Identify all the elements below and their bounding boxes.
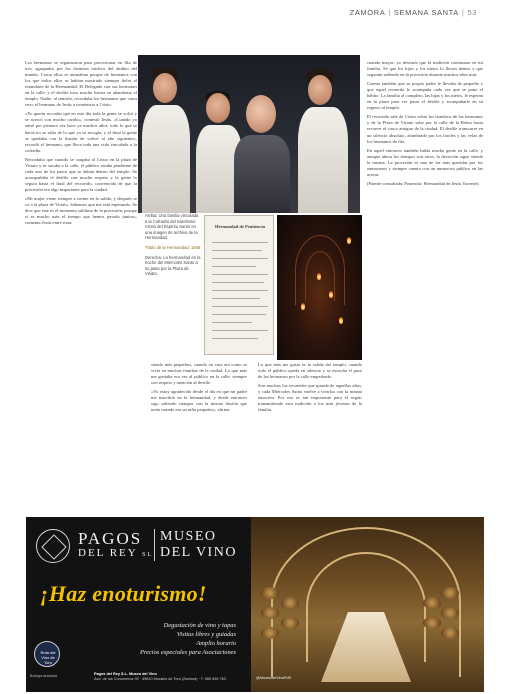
feature-item: Amplio horario <box>196 640 236 647</box>
ad-features <box>66 621 236 657</box>
paragraph: Lo que más me gusta es la salida del templo, cuando todo el público queda en silencio y se escucha el paso de los hermanos por la calle empedrada. <box>258 362 362 380</box>
church-night-photo <box>277 215 362 360</box>
wine-museum-advertisement[interactable] <box>26 517 484 692</box>
paragraph: En aquel entonces también había mucha gente en la calle, y aunque ahora los tiempos son otros, la devoción sigue siendo la misma. La procesión es una de las más queridas por los zamoranos y siempre cuenta con un numeroso público en las aceras. <box>367 147 483 177</box>
candle-flame <box>339 317 343 324</box>
feature-item: Precios especiales para Asociaciones <box>139 649 236 656</box>
paragraph: «Yo estoy agradecido desde el día en que mi padre me inscribió en la hermandad, y desde entonces sigo saliendo siempre con la misma ilusión que tenía cuando era un niño pequeño», afirma. <box>151 389 247 413</box>
feature-item: Visitas libres y guiadas <box>176 631 236 638</box>
paragraph: siendo más pequeños, cuando en casa era como se vivía en muchas familias de la ciudad. Lo que más me gustaba era ver al público en la calle, siempre con respeto y atención al desfile. <box>151 362 247 386</box>
article-column-3 <box>258 362 362 512</box>
person-face <box>206 93 230 123</box>
paragraph: El recorrido sale de Cristo sobre los hombros de los hermanos y de la Plaza de Viriato sube por la calle de la Reina hasta recorrer el casco antiguo de la ciudad. El desfile transcurre en un silencio absoluto, alumbrado por los faroles y las velas de los hermanos de fila. <box>367 114 483 144</box>
brand-logo-icon <box>36 529 70 563</box>
article-column-2 <box>151 362 247 512</box>
contact-name: Pagos del Rey S.L. Museo del Vino <box>94 672 157 676</box>
wine-route-badge-icon: Ruta del Vino de Toro <box>34 641 60 667</box>
brand-divider <box>154 529 155 561</box>
document-title: Hermandad de Penitencia <box>215 224 265 229</box>
ad-slogan: ¡Haz enoturismo! <box>40 581 207 606</box>
route-subtitle: Bodega asociada <box>30 674 58 678</box>
paragraph: «Mi mujer viene siempre a verme en la salida, y después se va a la plaza de Viriato. Sabemos que me está esperando. Se dice que este es el momento sublime de la procesión, porque si es mucho más el tiempo que hemos pasado juntos», comenta Jesús entre risas. <box>25 195 137 226</box>
paragraph: cuando mayor, yo desearía que la tradición continuase en mi familia. Sé que los hijos y los nietos lo llevan dentro y que seguirán saliendo en la procesión durante muchos años más. <box>367 60 483 78</box>
running-head: ZAMORA | SEMANA SANTA | 53 <box>349 8 477 17</box>
person-face <box>246 95 276 133</box>
candle-flame <box>347 237 351 244</box>
brand-name: PAGOS <box>78 529 143 548</box>
family-photo <box>138 55 360 213</box>
article-column-4 <box>367 60 483 512</box>
wine-cellar-photo <box>251 517 484 692</box>
paragraph: Cuenta también que su propio padre le llevaba de pequeño y que aquel recuerdo le acompaña cada vez que se pone el hábito. La familia al completo, las hijas y los nietos, le esperan en la plaza para ver pasar el desfile y acompañarle en su regreso al templo. <box>367 81 483 111</box>
ad-contact <box>94 672 226 682</box>
brand-name-2: DEL REY SL <box>78 547 154 559</box>
contact-address: Avd. de los Comuneros 90 · 49810 Morales de Toro (Zamora) · T. 980 696 763 <box>94 677 226 681</box>
page-number: 53 <box>467 8 477 17</box>
social-handle[interactable]: @MuseodelVinoPdR <box>256 676 292 680</box>
article-column-1 <box>25 60 137 512</box>
candle-flame <box>329 291 333 298</box>
subsection-name: SEMANA SANTA <box>393 8 459 17</box>
person-face <box>308 75 332 105</box>
historic-document-image <box>204 215 274 355</box>
caption-church: Derecha: La hermandad en la noche del Miércoles Santo a su paso por la Plaza de Viriato. <box>145 254 201 277</box>
photo-captions <box>145 213 201 358</box>
caption-year: Título de la Hermandad. 1948 <box>145 244 201 250</box>
feature-item: Degustación de vino y tapas <box>163 622 236 629</box>
paragraph: (Fuente consultada: Ponencia: Hermandad de Jesús Yacente). <box>367 180 480 186</box>
ad-text-panel <box>26 517 251 692</box>
section-name: ZAMORA <box>349 8 386 17</box>
paragraph: Recordaba que cuando se cargaba al Cristo en la plaza de Viriato y se sacaba a la calle, el público estaba pendiente de cada uno de los pasos que se daban dentro del templo. Se acompañaba el desfile con mucho respeto y la gente lo seguía hasta el final del recorrido, convencida de que la procesión era algo importante para la ciudad. <box>25 156 137 192</box>
paragraph: Los hermanos se organizaron para procesionar en fila de tres, agrupados por los distintos núcleos del ámbito del mundo. Como ellos se animaban porque de hermanos con los que todos ellos se habían mostrado siempre fieles al estandarte de la Hermandad. El Delegado con sus hermanos en la calle, y el desfile tuvo mucha fuerza en abandonar el templo. Nadie, al sentirlo, recordaba los hermanos que «otra vez» el hermano de Jesús a comienzar a Cristo. <box>25 60 137 108</box>
page-header <box>0 8 517 22</box>
paragraph: «Yo quería recordar que en este día toda la gente se volcó y se acercó con mucho cariño», contestó Jesús. «Cuando yo entré por primera vez hace ya muchos años, todo lo que se hacía no se salía de lo que ya se recogía, y al final la gente se quedaba con la ilusión de volver al año siguiente», recordó el hermano, que lleva toda una vida vinculada a la cofradía. <box>25 111 137 153</box>
paragraph: Son muchos los recuerdos que guarda de aquellos años, y cada Miércoles Santo vuelve a vivirlos con la misma emoción. Por eso es tan importante para él seguir transmitiendo esta tradición a los más jóvenes de la familia. <box>258 383 362 413</box>
caption-photo: Arriba: Una familia vinculada a la Cofradía del Santísimo Cristo del Espíritu Santo en una imagen de archivo de la Hermandad. <box>145 213 199 241</box>
candle-flame <box>317 273 321 280</box>
candle-flame <box>301 303 305 310</box>
museum-name: MUSEO <box>160 529 217 544</box>
museum-name-2: DEL VINO <box>160 545 237 560</box>
person-face <box>153 73 177 103</box>
